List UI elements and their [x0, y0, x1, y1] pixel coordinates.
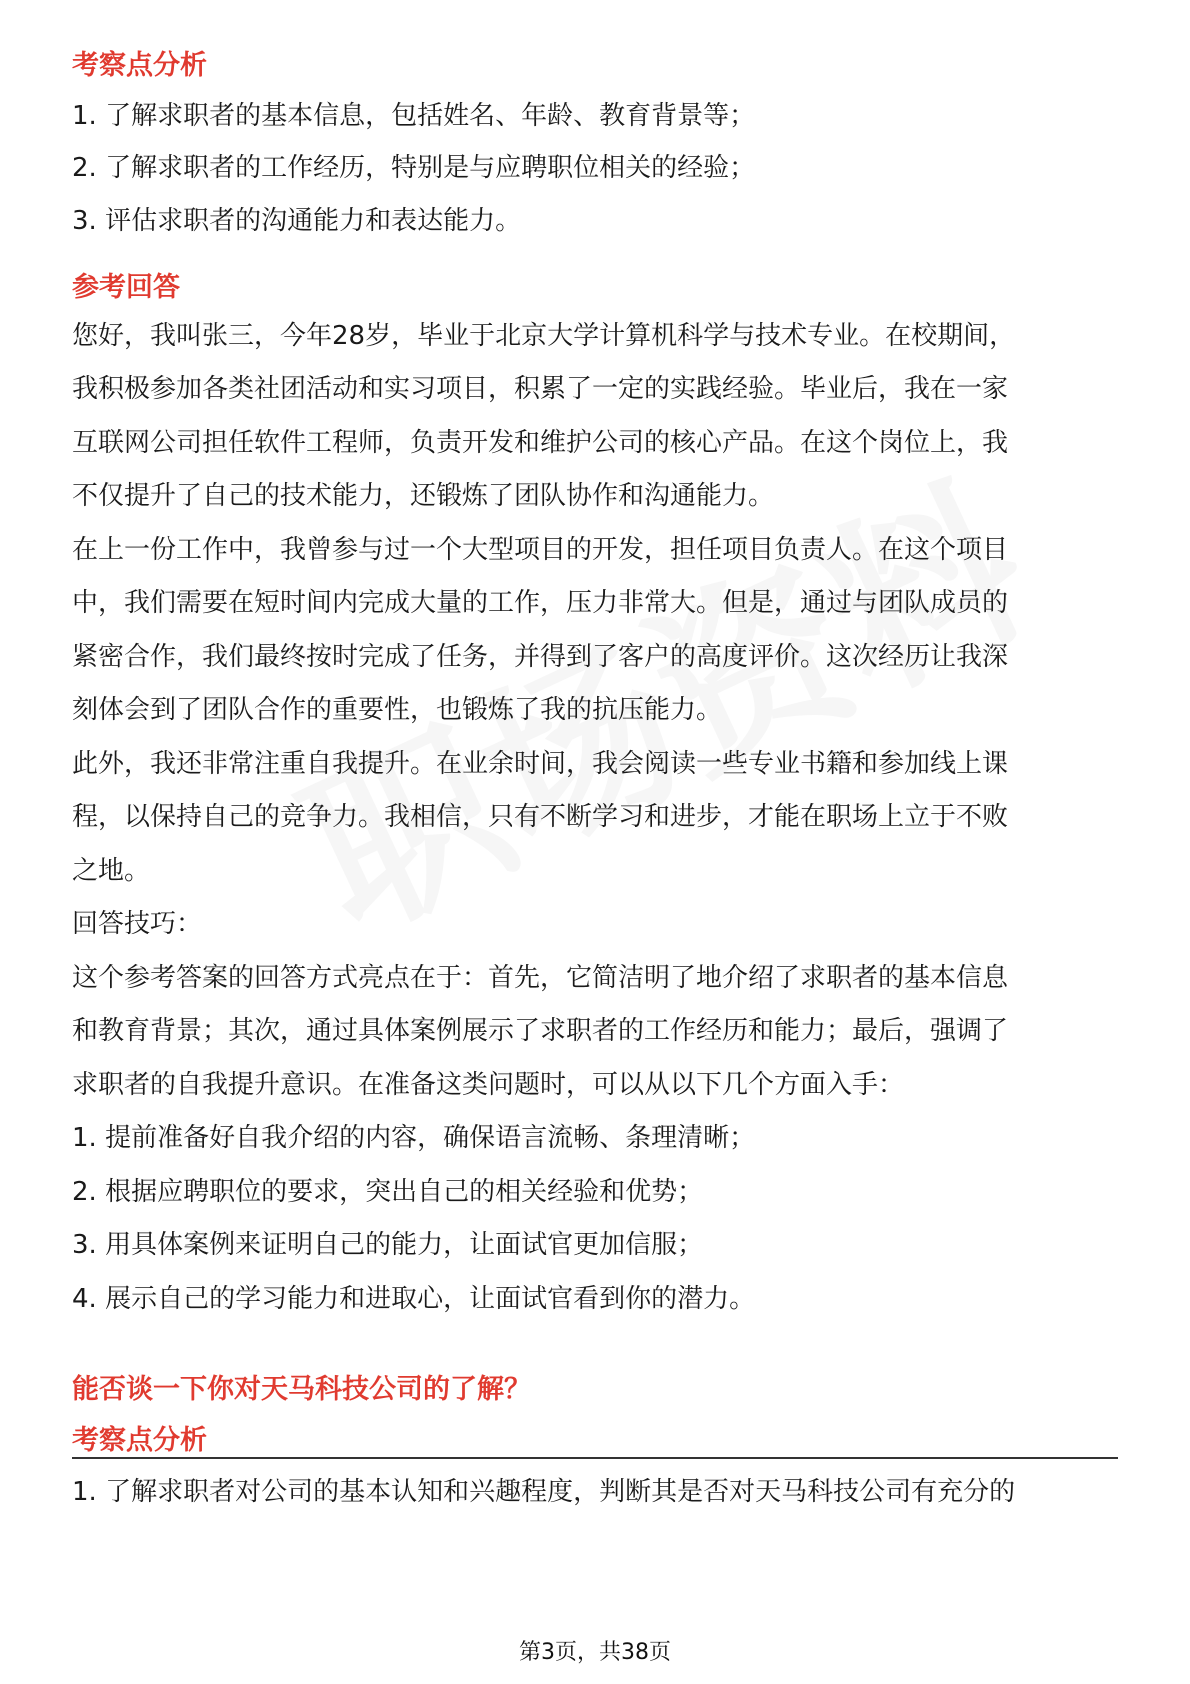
- paragraph-line: 在上一份工作中，我曾参与过一个大型项目的开发，担任项目负责人。在这个项目: [72, 535, 1009, 565]
- tips-label: 回答技巧：: [72, 909, 203, 939]
- list-item: 1. 了解求职者对公司的基本认知和兴趣程度，判断其是否对天马科技公司有充分的: [72, 1477, 1016, 1507]
- document-page: [72, 0, 1118, 1684]
- paragraph-line: 刻体会到了团队合作的重要性，也锻炼了我的抗压能力。: [72, 695, 723, 725]
- paragraph-line: 这个参考答案的回答方式亮点在于：首先，它简洁明了地介绍了求职者的基本信息: [72, 963, 1009, 993]
- list-item: 1. 提前准备好自我介绍的内容，确保语言流畅、条理清晰；: [72, 1123, 756, 1153]
- list-item: 3. 用具体案例来证明自己的能力，让面试官更加信服；: [72, 1230, 704, 1260]
- list-item: 3. 评估求职者的沟通能力和表达能力。: [72, 206, 522, 236]
- paragraph-line: 您好，我叫张三，今年28岁，毕业于北京大学计算机科学与技术专业。在校期间，: [72, 321, 1016, 351]
- section-heading-analysis: 考察点分析: [72, 50, 207, 81]
- paragraph-line: 此外，我还非常注重自我提升。在业余时间，我会阅读一些专业书籍和参加线上课: [72, 749, 1009, 779]
- list-item: 1. 了解求职者的基本信息，包括姓名、年龄、教育背景等；: [72, 101, 756, 131]
- paragraph-line: 之地。: [72, 856, 151, 886]
- paragraph-line: 互联网公司担任软件工程师，负责开发和维护公司的核心产品。在这个岗位上，我: [72, 428, 1009, 458]
- question-title: 能否谈一下你对天马科技公司的了解？: [72, 1374, 531, 1405]
- paragraph-line: 中，我们需要在短时间内完成大量的工作，压力非常大。但是，通过与团队成员的: [72, 588, 1009, 618]
- list-item: 2. 了解求职者的工作经历，特别是与应聘职位相关的经验；: [72, 153, 756, 183]
- paragraph-line: 不仅提升了自己的技术能力，还锻炼了团队协作和沟通能力。: [72, 481, 775, 511]
- list-item: 2. 根据应聘职位的要求，突出自己的相关经验和优势；: [72, 1177, 704, 1207]
- section-heading-answer: 参考回答: [72, 272, 180, 303]
- section-divider: [72, 1457, 1118, 1459]
- paragraph-line: 我积极参加各类社团活动和实习项目，积累了一定的实践经验。毕业后，我在一家: [72, 374, 1009, 404]
- paragraph-line: 程，以保持自己的竞争力。我相信，只有不断学习和进步，才能在职场上立于不败: [72, 802, 1009, 832]
- section-heading-analysis-2: 考察点分析: [72, 1425, 207, 1456]
- paragraph-line: 紧密合作，我们最终按时完成了任务，并得到了客户的高度评价。这次经历让我深: [72, 642, 1009, 672]
- list-item: 4. 展示自己的学习能力和进取心，让面试官看到你的潜力。: [72, 1284, 756, 1314]
- page-number: 第3页，共38页: [519, 1640, 671, 1665]
- paragraph-line: 和教育背景；其次，通过具体案例展示了求职者的工作经历和能力；最后，强调了: [72, 1016, 1009, 1046]
- paragraph-line: 求职者的自我提升意识。在准备这类问题时，可以从以下几个方面入手：: [72, 1070, 905, 1100]
